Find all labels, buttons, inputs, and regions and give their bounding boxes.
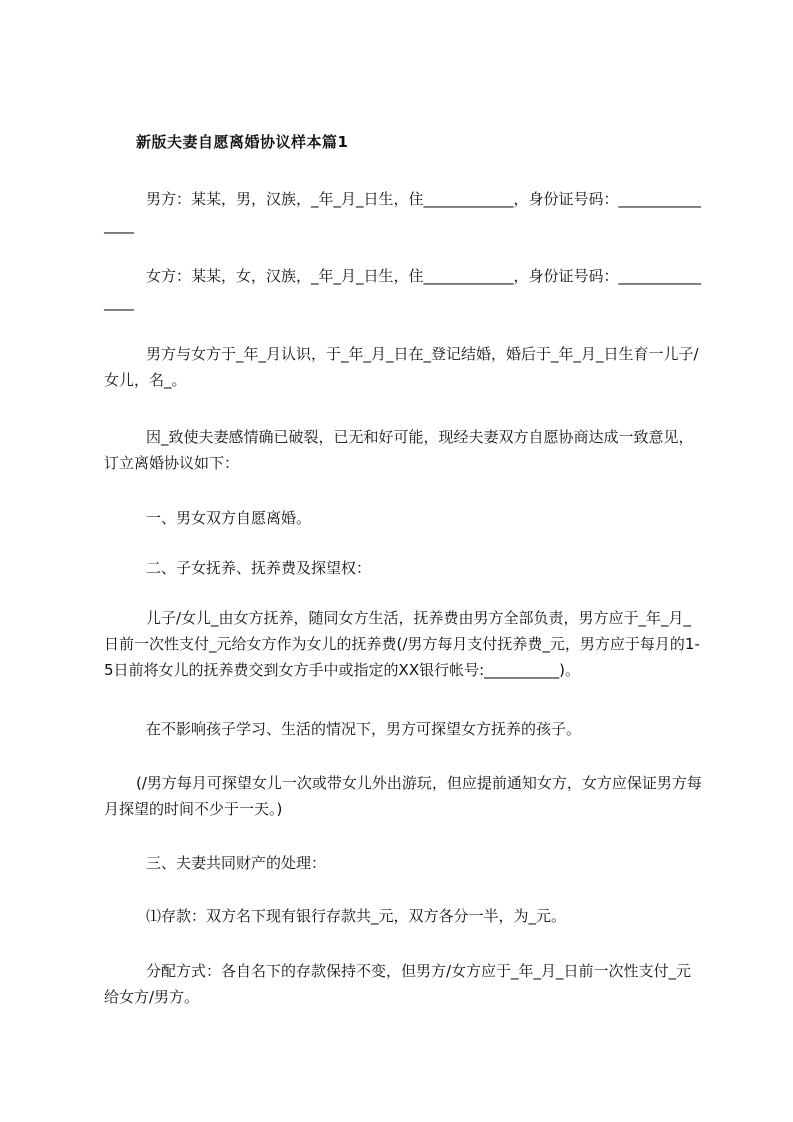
paragraph-reason: 因_致使夫妻感情确已破裂，已无和好可能，现经夫妻双方自愿协商达成一致意见，订立离婚协议如下： [104, 428, 694, 472]
paragraph-visitation: 在不影响孩子学习、生活的情况下，男方可探望女方抚养的孩子。 [146, 720, 582, 738]
document-title: 新版夫妻自愿离婚协议样本篇1 [136, 133, 349, 151]
paragraph-marriage: 男方与女方于_年_月认识，于_年_月_日在_登记结婚，婚后于_年_月_日生育一儿子/女儿，名_。 [104, 345, 699, 389]
paragraph-husband: 男方：某某，男，汉族，_年_月_日生，住____________，身份证号码：_______________ [104, 190, 702, 234]
paragraph-distribution: 分配方式：各自名下的存款保持不变，但男方/女方应于_年_月_日前一次性支付_元给女方/男方。 [104, 962, 692, 1006]
paragraph-deposits: ⑴存款：双方名下现有银行存款共_元，双方各分一半，为_元。 [146, 907, 567, 925]
section-heading-1: 一、男女双方自愿离婚。 [146, 509, 312, 527]
paragraph-wife: 女方：某某，女，汉族，_年_月_日生，住____________，身份证号码：_______________ [104, 267, 702, 311]
paragraph-custody: 儿子/女儿_由女方抚养，随同女方生活，抚养费由男方全部负责，男方应于_年_月_日前一次性支付_元给女方作为女儿的抚养费(/男方每月支付抚养费_元，男方应于每月的1-5日前将女儿的抚养费交到女方手中或指定的XX银行帐号:__________)。 [104, 609, 700, 679]
section-heading-2: 二、子女抚养、抚养费及探望权： [146, 559, 372, 577]
paragraph-visitation-note: (/男方每月可探望女儿一次或带女儿外出游玩，但应提前通知女方，女方应保证男方每月探望的时间不少于一天。) [104, 774, 702, 818]
section-heading-3: 三、夫妻共同财产的处理： [146, 854, 327, 872]
